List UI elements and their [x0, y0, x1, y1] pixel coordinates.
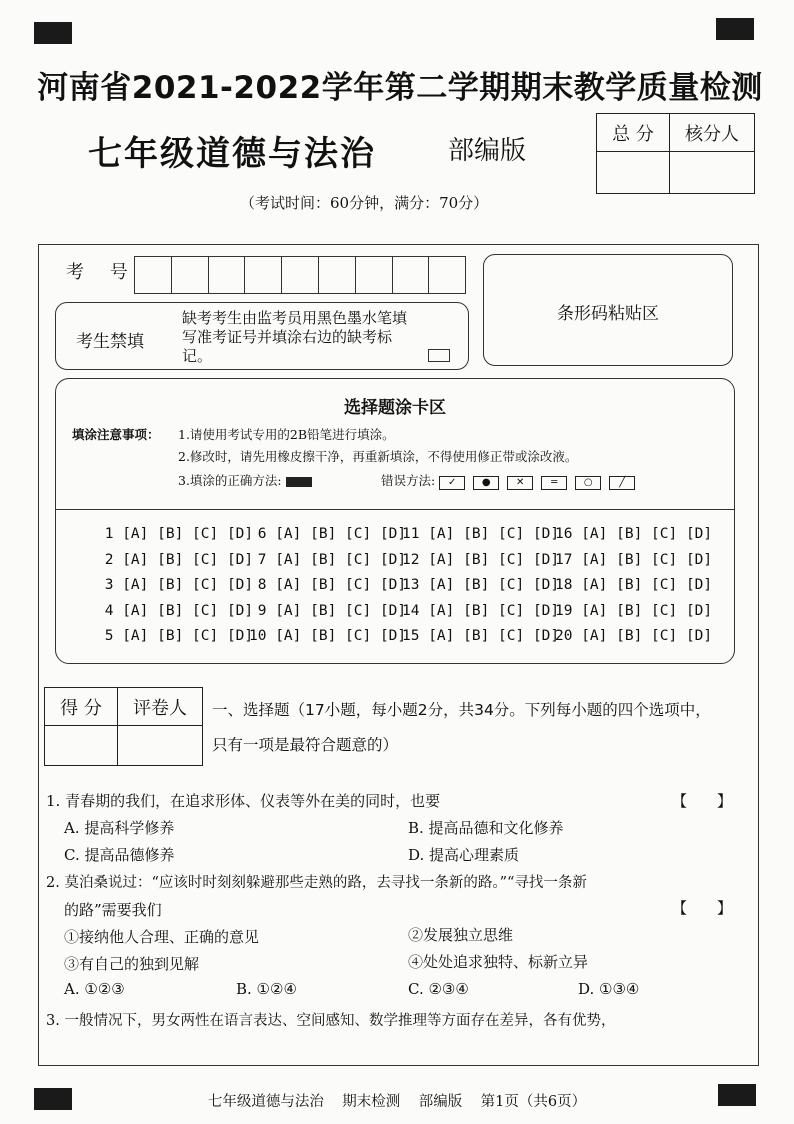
- notice-3: 3.填涂的正确方法:: [178, 473, 282, 488]
- wrong-dot-icon: ●: [473, 476, 499, 490]
- q1-answer-bracket[interactable]: 【 】: [672, 792, 733, 810]
- wrong-check-icon: ✓: [439, 476, 465, 490]
- q1-option-c: C. 提高品德修养: [64, 846, 175, 864]
- checker-label: 核分人: [670, 114, 755, 152]
- notice-label: 填涂注意事项：: [72, 427, 160, 442]
- card-divider: [56, 509, 734, 510]
- absent-label: 考生禁填: [76, 332, 144, 352]
- registration-mark-top-left: [34, 22, 72, 44]
- section-grader-label: 评卷人: [118, 688, 203, 726]
- total-score-label: 总 分: [597, 114, 670, 152]
- bubble-column-2[interactable]: 6 [A] [B] [C] [D] 7 [A] [B] [C] [D] 8 [A] [B] [C] [D] 9 [A] [B] [C] [D] 10 [A] [B] [C] [D]: [249, 526, 407, 644]
- edition-label: 部编版: [448, 136, 527, 166]
- q2-statement-4: ④处处追求独特、标新立异: [408, 953, 589, 971]
- q2-option-b: B. ①②④: [236, 980, 297, 998]
- wrong-line-icon: ═: [541, 476, 567, 490]
- wrong-slash-icon: ╱: [609, 476, 635, 490]
- q1-option-d: D. 提高心理素质: [408, 846, 520, 864]
- exam-info: （考试时间：60分钟，满分：70分）: [240, 194, 489, 212]
- section-score-table: [44, 687, 203, 766]
- q2-statement-3: ③有自己的独到见解: [64, 955, 200, 973]
- page-footer: 七年级道德与法治 期末检测 部编版 第1页（共6页）: [207, 1094, 587, 1110]
- q1-stem: 1. 青春期的我们，在追求形体、仪表等外在美的同时，也要: [46, 792, 441, 810]
- section-1-title: 一、选择题（17小题，每小题2分，共34分。下列每小题的四个选项中， 只有一项是最符合题意的）: [212, 701, 711, 754]
- notice-1: 1.请使用考试专用的2B铅笔进行填涂。: [178, 427, 395, 442]
- total-score-table: [596, 113, 755, 194]
- correct-fill-sample-icon: [286, 477, 312, 487]
- wrong-circle-icon: ○: [575, 476, 601, 490]
- bubble-column-1[interactable]: 1 [A] [B] [C] [D] 2 [A] [B] [C] [D] 3 [A] [B] [C] [D] 4 [A] [B] [C] [D] 5 [A] [B] [C] [D]: [96, 526, 254, 644]
- bubble-column-4[interactable]: 16 [A] [B] [C] [D] 17 [A] [B] [C] [D] 18 [A] [B] [C] [D] 19 [A] [B] [C] [D] 20 [A] [B] [C] [D]: [555, 526, 713, 644]
- q2-answer-bracket[interactable]: 【 】: [672, 899, 733, 917]
- notice-2: 2.修改时，请先用橡皮擦干净，再重新填涂，不得使用修正带或涂改液。: [178, 449, 578, 464]
- q3-stem-line1: 3. 一般情况下，男女两性在语言表达、空间感知、数学推理等方面存在差异，各有优势，: [46, 1013, 616, 1029]
- barcode-area: [483, 254, 733, 366]
- exam-title: 河南省2021-2022学年第二学期期末教学质量检测: [37, 70, 763, 106]
- q1-option-a: A. 提高科学修养: [64, 819, 175, 837]
- section-score-cell[interactable]: [45, 726, 118, 766]
- q2-option-a: A. ①②③: [64, 980, 125, 998]
- q2-statement-1: ①接纳他人合理、正确的意见: [64, 928, 260, 946]
- q2-stem-line2: 的路”需要我们: [64, 901, 162, 919]
- subject-title: 七年级道德与法治: [88, 134, 376, 174]
- q2-stem-line1: 2. 莫泊桑说过：“应该时时刻刻躲避那些走熟的路，去寻找一条新的路。”“寻找一条新: [46, 875, 587, 891]
- total-score-cell[interactable]: [597, 152, 670, 194]
- checker-cell[interactable]: [670, 152, 755, 194]
- bubble-column-3[interactable]: 11 [A] [B] [C] [D] 12 [A] [B] [C] [D] 13 [A] [B] [C] [D] 14 [A] [B] [C] [D] 15 [A] [B] [C] [D]: [402, 526, 560, 644]
- answer-card-title: 选择题涂卡区: [344, 398, 446, 418]
- wrong-method-label: 错误方法:: [381, 473, 436, 488]
- absent-text: 缺考考生由监考员用黑色墨水笔填写准考证号并填涂右边的缺考标记。: [182, 309, 408, 365]
- absent-box: [55, 302, 469, 370]
- q1-option-b: B. 提高品德和文化修养: [408, 819, 564, 837]
- registration-mark-top-right: [716, 18, 754, 40]
- wrong-cross-icon: ✕: [507, 476, 533, 490]
- section-grader-cell[interactable]: [118, 726, 203, 766]
- barcode-label: 条形码粘贴区: [557, 304, 659, 324]
- section-score-label: 得 分: [45, 688, 118, 726]
- exam-id-boxes[interactable]: [134, 256, 466, 294]
- exam-id-label: 考 号: [66, 262, 138, 283]
- answer-card: [55, 378, 735, 664]
- q2-statement-2: ②发展独立思维: [408, 926, 514, 944]
- wrong-fill-samples: [439, 473, 643, 490]
- absent-mark-checkbox[interactable]: [428, 349, 450, 362]
- q2-option-d: D. ①③④: [578, 980, 640, 998]
- q2-option-c: C. ②③④: [408, 980, 469, 998]
